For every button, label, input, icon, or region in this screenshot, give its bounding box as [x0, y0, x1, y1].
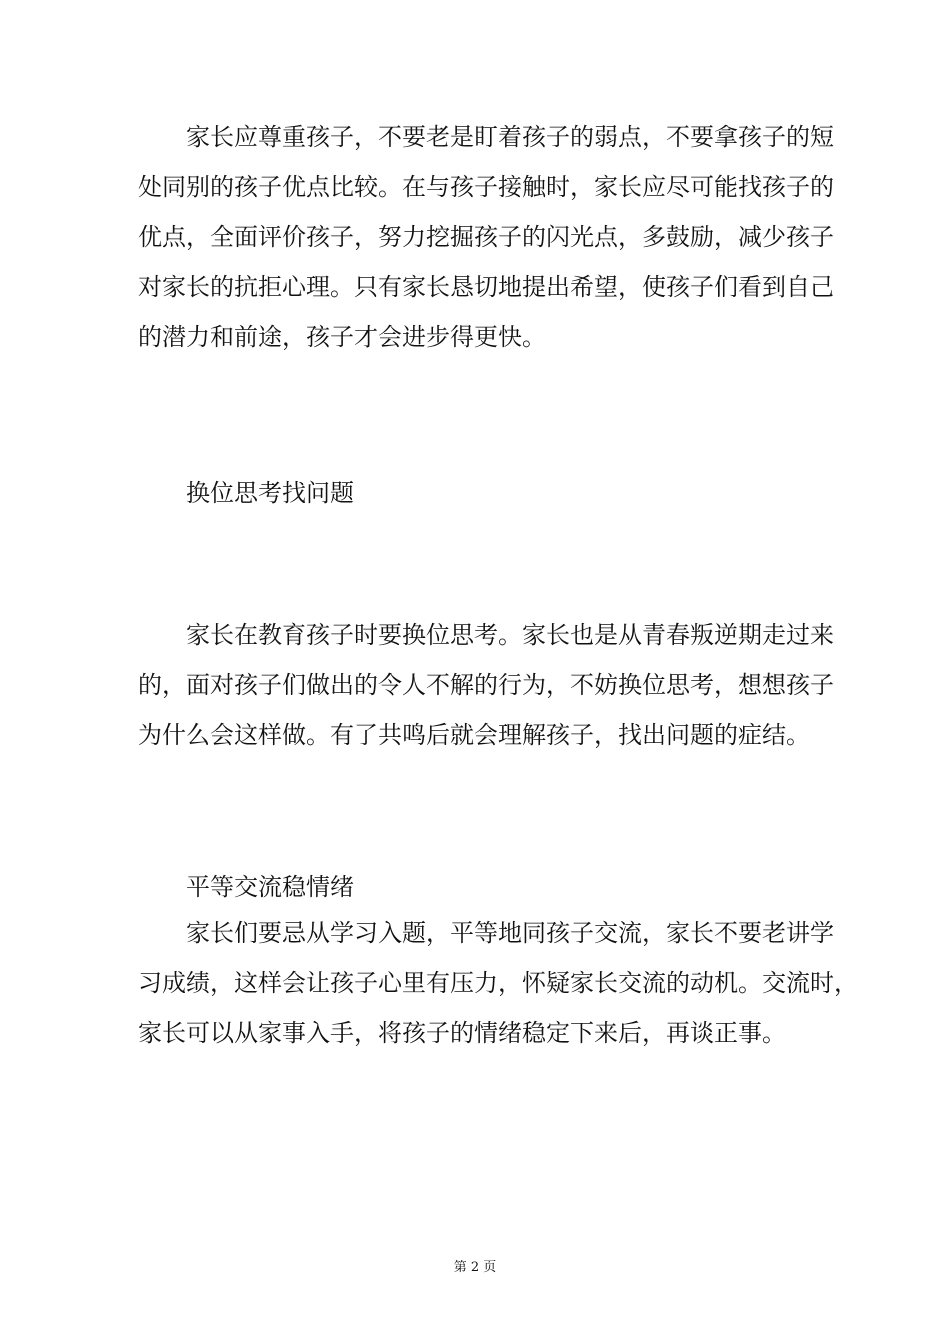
paragraph-line: 的，面对孩子们做出的令人不解的行为，不妨换位思考，想想孩子 [138, 671, 834, 699]
page-number-footer: 第 2 页 [453, 1260, 497, 1275]
paragraph-line: 家长在教育孩子时要换位思考。家长也是从青春叛逆期走过来 [186, 621, 834, 649]
paragraph-line: 家长们要忌从学习入题，平等地同孩子交流，家长不要老讲学 [186, 919, 834, 947]
section-heading-equal-communication: 平等交流稳情绪 [186, 873, 354, 901]
paragraph-line: 处同别的孩子优点比较。在与孩子接触时，家长应尽可能找孩子的 [138, 173, 834, 201]
paragraph-line: 为什么会这样做。有了共鸣后就会理解孩子，找出问题的症结。 [138, 721, 810, 749]
paragraph-respect-children [138, 112, 834, 362]
paragraph-line: 优点，全面评价孩子，努力挖掘孩子的闪光点，多鼓励，减少孩子 [138, 223, 834, 251]
paragraph-equal-communication [138, 908, 858, 1058]
paragraph-line: 家长可以从家事入手，将孩子的情绪稳定下来后，再谈正事。 [138, 1019, 786, 1047]
paragraph-line: 习成绩，这样会让孩子心里有压力，怀疑家长交流的动机。交流时， [138, 969, 858, 997]
paragraph-line: 家长应尊重孩子，不要老是盯着孩子的弱点，不要拿孩子的短 [186, 123, 834, 151]
section-heading-perspective: 换位思考找问题 [186, 479, 354, 507]
paragraph-line: 的潜力和前途，孩子才会进步得更快。 [138, 323, 546, 351]
paragraph-perspective [138, 610, 834, 760]
paragraph-line: 对家长的抗拒心理。只有家长恳切地提出希望，使孩子们看到自己 [138, 273, 834, 301]
